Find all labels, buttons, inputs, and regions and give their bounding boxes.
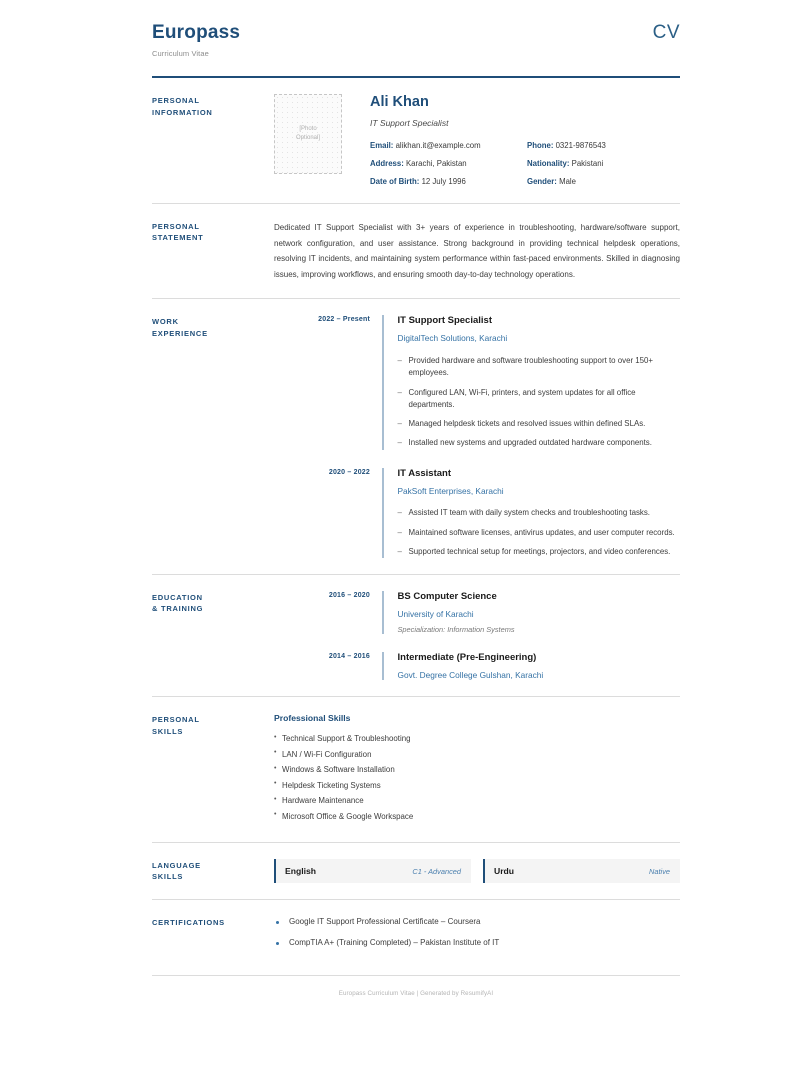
contact-label-nationality: Nationality: [527, 158, 570, 168]
contact-value-address: Karachi, Pakistan [405, 158, 467, 168]
section-label-personal-skills [152, 713, 274, 737]
photo-placeholder[interactable] [274, 94, 342, 174]
contact-item-nationality [527, 159, 680, 169]
list-item: CompTIA A+ (Training Completed) – Pakistan Institute of IT [274, 937, 680, 949]
language-card [274, 859, 471, 883]
section-label-line-2: & TRAINING [152, 604, 204, 614]
section-label-personal-statement [152, 220, 274, 244]
section-personal-statement [152, 204, 680, 282]
section-label-line-2: SKILLS [152, 872, 184, 882]
entry-dates: 2014 – 2016 [328, 652, 370, 660]
entry-organization: PakSoft Enterprises, Karachi [397, 485, 504, 496]
entry-organization: Govt. Degree College Gulshan, Karachi [397, 669, 544, 680]
skills-heading: Professional Skills [274, 713, 351, 724]
section-label-language-skills [152, 859, 274, 883]
contact-item-gender [527, 177, 680, 187]
skills-list [274, 733, 680, 822]
list-item: – Managed helpdesk tickets and resolved issues within defined SLAs. [398, 418, 681, 430]
contact-label-gender: Gender: [527, 176, 557, 186]
education-entry [274, 591, 680, 634]
section-label-line-1: EDUCATION [152, 593, 203, 603]
entry-content [384, 468, 681, 558]
entry-specialization: Specialization: Information Systems [397, 624, 515, 634]
section-personal-information [152, 78, 680, 187]
section-label-education [152, 591, 274, 615]
brand-block [152, 22, 240, 58]
entry-title: Intermediate (Pre-Engineering) [397, 651, 537, 663]
work-experience-entry [274, 315, 680, 449]
list-item: • Technical Support & Troubleshooting [274, 733, 680, 744]
list-item: • Windows & Software Installation [274, 764, 680, 775]
language-name: Urdu [494, 866, 515, 877]
contact-value-email: alikhan.it@example.com [395, 140, 481, 150]
contact-label-date-of-birth: Date of Birth: [370, 176, 420, 186]
work-experience-entry [274, 468, 680, 558]
entry-title: BS Computer Science [397, 591, 497, 603]
candidate-name: Ali Khan [370, 94, 429, 111]
section-label-line-2: EXPERIENCE [152, 328, 208, 338]
contact-item-address [370, 159, 527, 169]
list-item: • Hardware Maintenance [274, 795, 680, 806]
contact-label-phone: Phone: [527, 140, 554, 150]
entry-bullet-list [398, 355, 681, 450]
list-item: Google IT Support Professional Certificate – Coursera [274, 916, 680, 928]
contact-details [370, 141, 680, 187]
list-item: – Configured LAN, Wi-Fi, printers, and system updates for all office departments. [398, 387, 681, 412]
contact-value-gender: Male [559, 176, 576, 186]
document-type-label: CV [652, 22, 680, 43]
contact-value-phone: 0321-9876543 [555, 140, 606, 150]
section-education-and-training [152, 575, 680, 680]
list-item: – Supported technical setup for meetings, projectors, and video conferences. [398, 546, 681, 558]
section-work-experience [152, 299, 680, 558]
certifications-list [274, 916, 680, 949]
contact-item-phone [527, 141, 680, 151]
personal-skills-body [274, 713, 680, 826]
personal-statement-text: Dedicated IT Support Specialist with 3+ years of experience in troubleshooting, hardware/software support, network configuration, and user assistance. Strong background in providing technical helpdesk operations, resolving IT incidents, and maintaining system performance within fast-paced environments. Skilled in diagnosing issues, improving workflows, and ensuring smooth day-to-day technology operations. [274, 223, 680, 279]
contact-label-address: Address: [370, 158, 404, 168]
education-entry [274, 652, 680, 681]
footer-divider [152, 975, 680, 976]
section-label-work-experience [152, 315, 274, 339]
entry-content [384, 315, 681, 449]
section-label-line-1: WORK [152, 317, 179, 327]
entry-dates: 2022 – Present [318, 316, 370, 324]
language-name: English [285, 866, 317, 877]
entry-organization: University of Karachi [397, 608, 474, 619]
language-card-row [274, 859, 680, 883]
section-label-line-1: PERSONAL [152, 222, 200, 232]
entry-content [384, 652, 681, 681]
contact-value-date-of-birth: 12 July 1996 [421, 176, 466, 186]
list-item: • Microsoft Office & Google Workspace [274, 811, 680, 822]
list-item: – Installed new systems and upgraded outdated hardware components. [398, 437, 681, 449]
section-label-personal-information [152, 94, 274, 118]
photo-placeholder-line-1: [Photo [299, 126, 317, 133]
section-language-skills [152, 843, 680, 883]
contact-item-email [370, 141, 527, 151]
entry-dates: 2016 – 2020 [328, 592, 370, 600]
education-body [274, 591, 680, 680]
entry-organization: DigitalTech Solutions, Karachi [397, 333, 508, 344]
section-label-certifications [152, 916, 274, 928]
entry-title: IT Assistant [397, 467, 451, 479]
entry-content [384, 591, 681, 634]
brand-title: Europass [152, 22, 241, 43]
language-level: Native [649, 867, 670, 877]
candidate-role: IT Support Specialist [370, 117, 449, 128]
section-label-line-1: CERTIFICATIONS [152, 918, 225, 928]
photo-placeholder-line-2: Optional] [295, 135, 320, 142]
language-card [483, 859, 680, 883]
section-label-line-1: PERSONAL [152, 715, 200, 725]
section-label-line-2: INFORMATION [152, 107, 213, 117]
brand-subtitle: Curriculum Vitae [152, 48, 209, 58]
list-item: – Maintained software licenses, antivirus updates, and user computer records. [398, 527, 681, 539]
personal-details [370, 94, 680, 187]
entry-bullet-list [398, 507, 681, 558]
certifications-body [274, 916, 680, 949]
contact-label-email: Email: [370, 140, 394, 150]
list-item: – Provided hardware and software troubleshooting support to over 150+ employees. [398, 355, 681, 380]
language-skills-body [274, 859, 680, 883]
entry-dates: 2020 – 2022 [328, 468, 370, 476]
contact-item-date-of-birth [370, 177, 527, 187]
section-label-line-1: LANGUAGE [152, 861, 201, 871]
list-item: – Assisted IT team with daily system checks and troubleshooting tasks. [398, 507, 681, 519]
section-certifications [152, 900, 680, 949]
list-item: • Helpdesk Ticketing Systems [274, 780, 680, 791]
personal-information-body [274, 94, 680, 187]
section-label-line-2: SKILLS [152, 726, 184, 736]
document-header [152, 22, 680, 58]
list-item: • LAN / Wi-Fi Configuration [274, 749, 680, 760]
work-experience-body [274, 315, 680, 558]
section-label-line-1: PERSONAL [152, 96, 200, 106]
contact-value-nationality: Pakistani [571, 158, 604, 168]
section-label-line-2: STATEMENT [152, 233, 204, 243]
section-personal-skills [152, 697, 680, 826]
entry-title: IT Support Specialist [397, 315, 492, 327]
language-level: C1 - Advanced [412, 867, 461, 877]
footer-text: Europass Curriculum Vitae | Generated by ResumifyAI [338, 990, 494, 998]
personal-statement-body [274, 220, 680, 282]
